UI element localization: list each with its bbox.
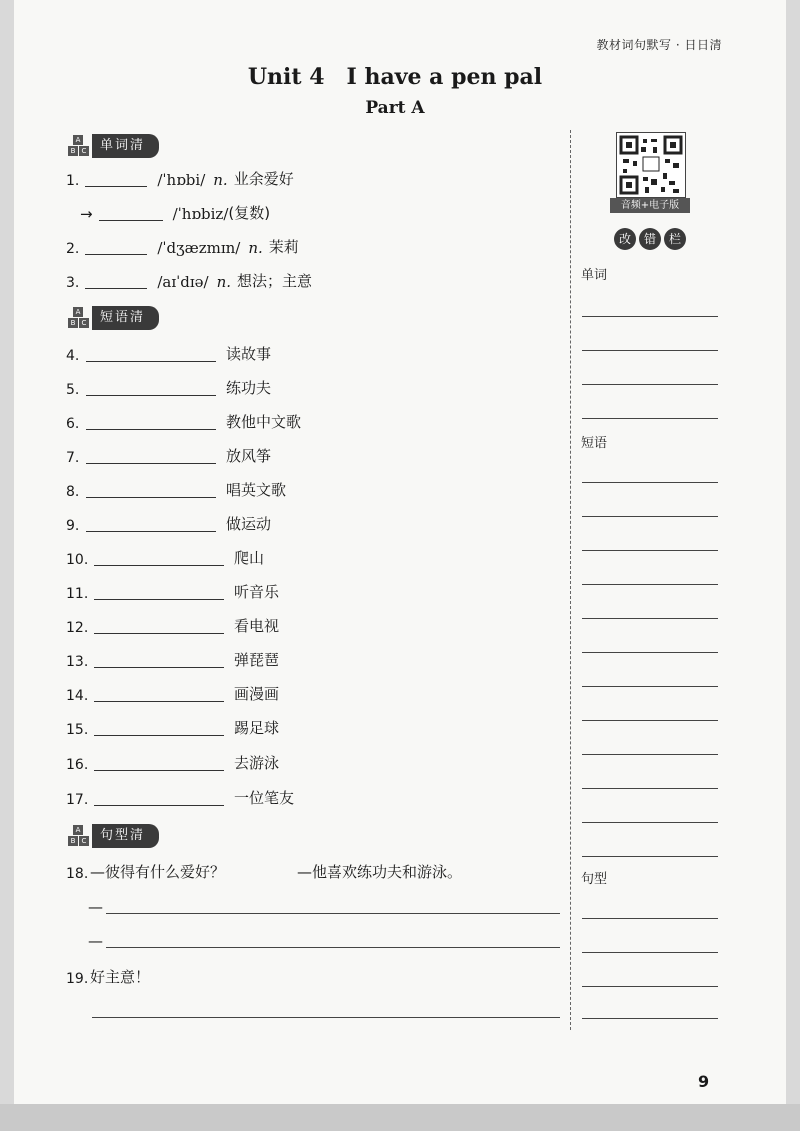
dash-2: — bbox=[88, 932, 103, 950]
scan-bottom-strip bbox=[0, 1104, 800, 1131]
qr-caption: 音频+电子版 bbox=[610, 198, 690, 213]
answer-blank[interactable] bbox=[86, 483, 216, 498]
qr-code-icon[interactable] bbox=[616, 132, 686, 198]
phrase-row-10: 10. 爬山 bbox=[66, 549, 265, 568]
correction-line[interactable] bbox=[582, 384, 718, 385]
correction-line[interactable] bbox=[582, 720, 718, 721]
answer-line[interactable] bbox=[106, 913, 560, 914]
answer-line[interactable] bbox=[106, 947, 560, 948]
answer-blank[interactable] bbox=[85, 172, 147, 187]
correction-line[interactable] bbox=[582, 1018, 718, 1019]
correction-line[interactable] bbox=[582, 350, 718, 351]
plural-row: → /ˈhɒbiz/ (复数) bbox=[80, 204, 271, 223]
answer-blank[interactable] bbox=[94, 619, 224, 634]
phrase-row-8: 8. 唱英文歌 bbox=[66, 481, 287, 500]
answer-blank[interactable] bbox=[94, 653, 224, 668]
series-header: 教材词句默写 · 日日清 bbox=[596, 38, 722, 52]
correction-line[interactable] bbox=[582, 618, 718, 619]
correction-column-title: 改 错 栏 bbox=[614, 228, 686, 250]
abc-blocks-icon: A B C bbox=[66, 135, 90, 157]
answer-line[interactable] bbox=[92, 1017, 560, 1018]
correction-line[interactable] bbox=[582, 482, 718, 483]
sidebar-sentences-label: 句型 bbox=[581, 872, 608, 887]
page-subtitle: Part A bbox=[365, 98, 425, 118]
sidebar-words-label: 单词 bbox=[581, 268, 608, 283]
section-badge-phrases: A B C 短语清 bbox=[66, 306, 159, 330]
phrase-row-17: 17. 一位笔友 bbox=[66, 789, 295, 808]
correction-line[interactable] bbox=[582, 822, 718, 823]
answer-blank[interactable] bbox=[85, 240, 147, 255]
correction-line[interactable] bbox=[582, 788, 718, 789]
phrase-row-9: 9. 做运动 bbox=[66, 515, 272, 534]
answer-blank[interactable] bbox=[99, 206, 163, 221]
phrase-row-11: 11. 听音乐 bbox=[66, 583, 280, 602]
phrase-row-7: 7. 放风筝 bbox=[66, 447, 272, 466]
correction-line[interactable] bbox=[582, 652, 718, 653]
page-title: Unit 4 I have a pen pal bbox=[247, 64, 543, 90]
column-divider bbox=[570, 130, 571, 1030]
phrase-row-12: 12. 看电视 bbox=[66, 617, 280, 636]
correction-line[interactable] bbox=[582, 986, 718, 987]
correction-line[interactable] bbox=[582, 918, 718, 919]
correction-line[interactable] bbox=[582, 686, 718, 687]
word-row-2: 2. /ˈdʒæzmɪn/ n. 茉莉 bbox=[66, 238, 299, 257]
answer-blank[interactable] bbox=[94, 551, 224, 566]
answer-blank[interactable] bbox=[85, 274, 147, 289]
correction-line[interactable] bbox=[582, 856, 718, 857]
sentence-row-19: 19. 好主意！ bbox=[66, 968, 151, 987]
correction-line[interactable] bbox=[582, 418, 718, 419]
answer-blank[interactable] bbox=[94, 585, 224, 600]
answer-blank[interactable] bbox=[94, 687, 224, 702]
answer-blank[interactable] bbox=[94, 721, 224, 736]
correction-line[interactable] bbox=[582, 584, 718, 585]
answer-blank[interactable] bbox=[94, 756, 224, 771]
dash-1: — bbox=[88, 898, 103, 916]
correction-line[interactable] bbox=[582, 754, 718, 755]
answer-blank[interactable] bbox=[86, 415, 216, 430]
section-badge-words: A B C 单词清 bbox=[66, 134, 159, 158]
answer-blank[interactable] bbox=[94, 791, 224, 806]
correction-line[interactable] bbox=[582, 550, 718, 551]
section-badge-sentences: A B C 句型清 bbox=[66, 824, 159, 848]
answer-blank[interactable] bbox=[86, 449, 216, 464]
abc-blocks-icon: A B C bbox=[66, 825, 90, 847]
phrase-row-15: 15. 踢足球 bbox=[66, 719, 280, 738]
correction-line[interactable] bbox=[582, 516, 718, 517]
word-row-1: 1. /ˈhɒbi/ n. 业余爱好 bbox=[66, 170, 294, 189]
phrase-row-16: 16. 去游泳 bbox=[66, 754, 280, 773]
answer-blank[interactable] bbox=[86, 381, 216, 396]
answer-blank[interactable] bbox=[86, 517, 216, 532]
phrase-row-5: 5. 练功夫 bbox=[66, 379, 272, 398]
sidebar-phrases-label: 短语 bbox=[581, 436, 608, 451]
phrase-row-4: 4. 读故事 bbox=[66, 345, 272, 364]
page-number: 9 bbox=[698, 1072, 710, 1091]
phrase-row-13: 13. 弹琵琶 bbox=[66, 651, 280, 670]
correction-line[interactable] bbox=[582, 316, 718, 317]
abc-blocks-icon: A B C bbox=[66, 307, 90, 329]
phrase-row-6: 6. 教他中文歌 bbox=[66, 413, 302, 432]
word-row-3: 3. /aɪˈdɪə/ n. 想法；主意 bbox=[66, 272, 313, 291]
phrase-row-14: 14. 画漫画 bbox=[66, 685, 280, 704]
answer-blank[interactable] bbox=[86, 347, 216, 362]
correction-line[interactable] bbox=[582, 952, 718, 953]
sentence-row-18: 18. —彼得有什么爱好？ —他喜欢练功夫和游泳。 bbox=[66, 863, 463, 882]
